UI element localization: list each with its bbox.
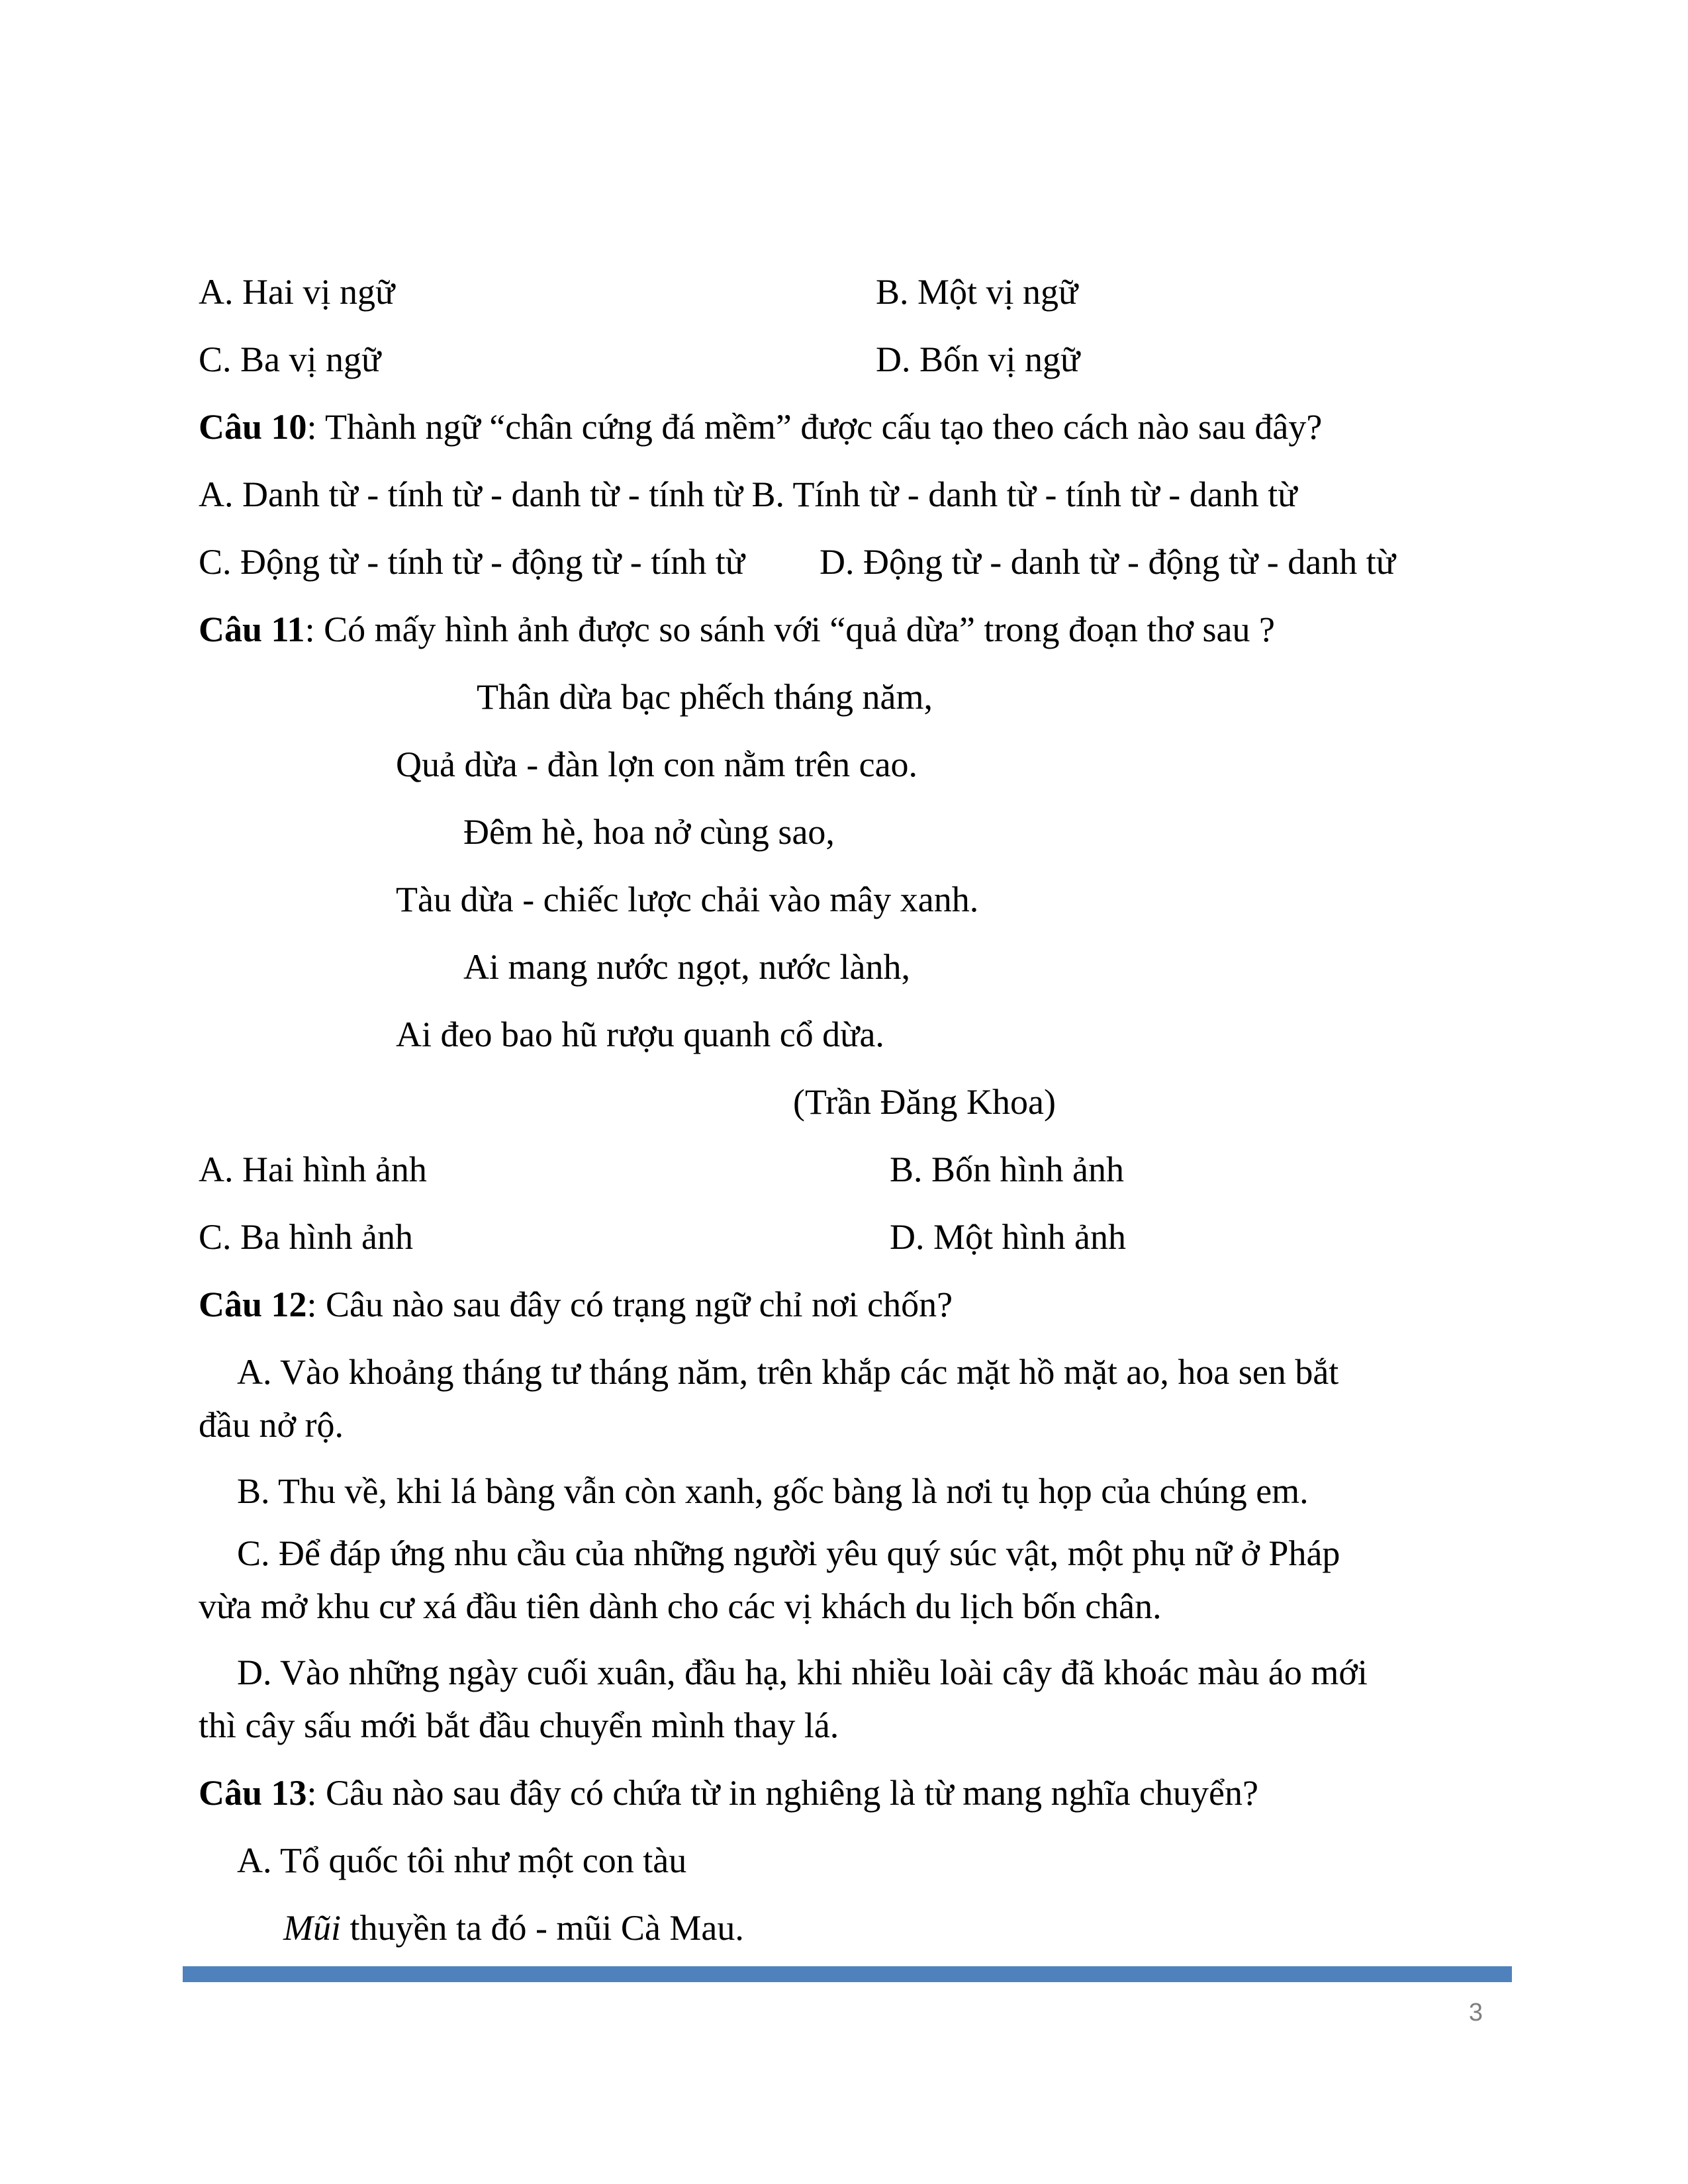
poem-line-1: Thân dừa bạc phếch tháng năm, [477, 677, 933, 717]
q13-option-a-line-2-rest: thuyền ta đó - mũi Cà Mau. [341, 1908, 744, 1948]
question-11-label: Câu 11 [199, 610, 305, 649]
question-13-label: Câu 13 [199, 1773, 307, 1813]
q13-option-a-line-1: A. Tổ quốc tôi như một con tàu [237, 1841, 687, 1880]
q12-option-a-line-1: A. Vào khoảng tháng tư tháng năm, trên khắp các mặt hồ mặt ao, hoa sen bắt [237, 1352, 1339, 1392]
question-13 [199, 1772, 1258, 1813]
question-12 [199, 1284, 953, 1325]
q12-option-a-line-2: đầu nở rộ. [199, 1405, 344, 1445]
question-10-text: : Thành ngữ “chân cứng đá mềm” được cấu tạo theo cách nào sau đây? [306, 407, 1323, 447]
question-11 [199, 609, 1275, 650]
q9-option-c: C. Ba vị ngữ [199, 340, 381, 379]
question-10 [199, 406, 1322, 447]
footer-rule [183, 1966, 1512, 1982]
q10-option-d: D. Động từ - danh từ - động từ - danh từ [820, 542, 1395, 582]
question-11-text: : Có mấy hình ảnh được so sánh với “quả dừa” trong đoạn thơ sau ? [305, 610, 1275, 649]
question-12-label: Câu 12 [199, 1285, 307, 1324]
q9-option-a: A. Hai vị ngữ [199, 272, 395, 312]
q11-option-b: B. Bốn hình ảnh [890, 1150, 1125, 1189]
q13-option-a-line-2 [283, 1907, 744, 1948]
poem-author: (Trần Đăng Khoa) [793, 1082, 1056, 1122]
q10-option-c: C. Động từ - tính từ - động từ - tính từ [199, 542, 745, 582]
italic-word: Mũi [283, 1908, 341, 1948]
q11-option-c: C. Ba hình ảnh [199, 1217, 413, 1257]
q11-option-d: D. Một hình ảnh [890, 1217, 1126, 1257]
q10-options-a-b: A. Danh từ - tính từ - danh từ - tính từ B. Tính từ - danh từ - tính từ - danh từ [199, 475, 1297, 514]
q12-option-b: B. Thu về, khi lá bàng vẫn còn xanh, gốc bàng là nơi tụ họp của chúng em. [237, 1471, 1309, 1511]
q12-option-d-line-2: thì cây sấu mới bắt đầu chuyển mình thay lá. [199, 1706, 839, 1745]
poem-line-6: Ai đeo bao hũ rượu quanh cổ dừa. [396, 1015, 884, 1054]
question-12-text: : Câu nào sau đây có trạng ngữ chỉ nơi chốn? [306, 1285, 953, 1324]
poem-line-5: Ai mang nước ngọt, nước lành, [463, 947, 911, 987]
poem-line-4: Tàu dừa - chiếc lược chải vào mây xanh. [396, 880, 979, 919]
q12-option-c-line-2: vừa mở khu cư xá đầu tiên dành cho các vị khách du lịch bốn chân. [199, 1586, 1162, 1626]
q12-option-d-line-1: D. Vào những ngày cuối xuân, đầu hạ, khi nhiều loài cây đã khoác màu áo mới [237, 1653, 1368, 1692]
q9-option-d: D. Bốn vị ngữ [876, 340, 1080, 379]
q9-option-b: B. Một vị ngữ [876, 272, 1078, 312]
q11-option-a: A. Hai hình ảnh [199, 1150, 427, 1189]
page-number: 3 [1468, 1999, 1483, 2026]
poem-line-3: Đêm hè, hoa nở cùng sao, [463, 812, 835, 852]
q12-option-c-line-1: C. Để đáp ứng nhu cầu của những người yêu quý súc vật, một phụ nữ ở Pháp [237, 1533, 1340, 1573]
question-10-label: Câu 10 [199, 407, 307, 447]
question-13-text: : Câu nào sau đây có chứa từ in nghiêng là từ mang nghĩa chuyển? [306, 1773, 1258, 1813]
poem-line-2: Quả dừa - đàn lợn con nằm trên cao. [396, 745, 918, 784]
